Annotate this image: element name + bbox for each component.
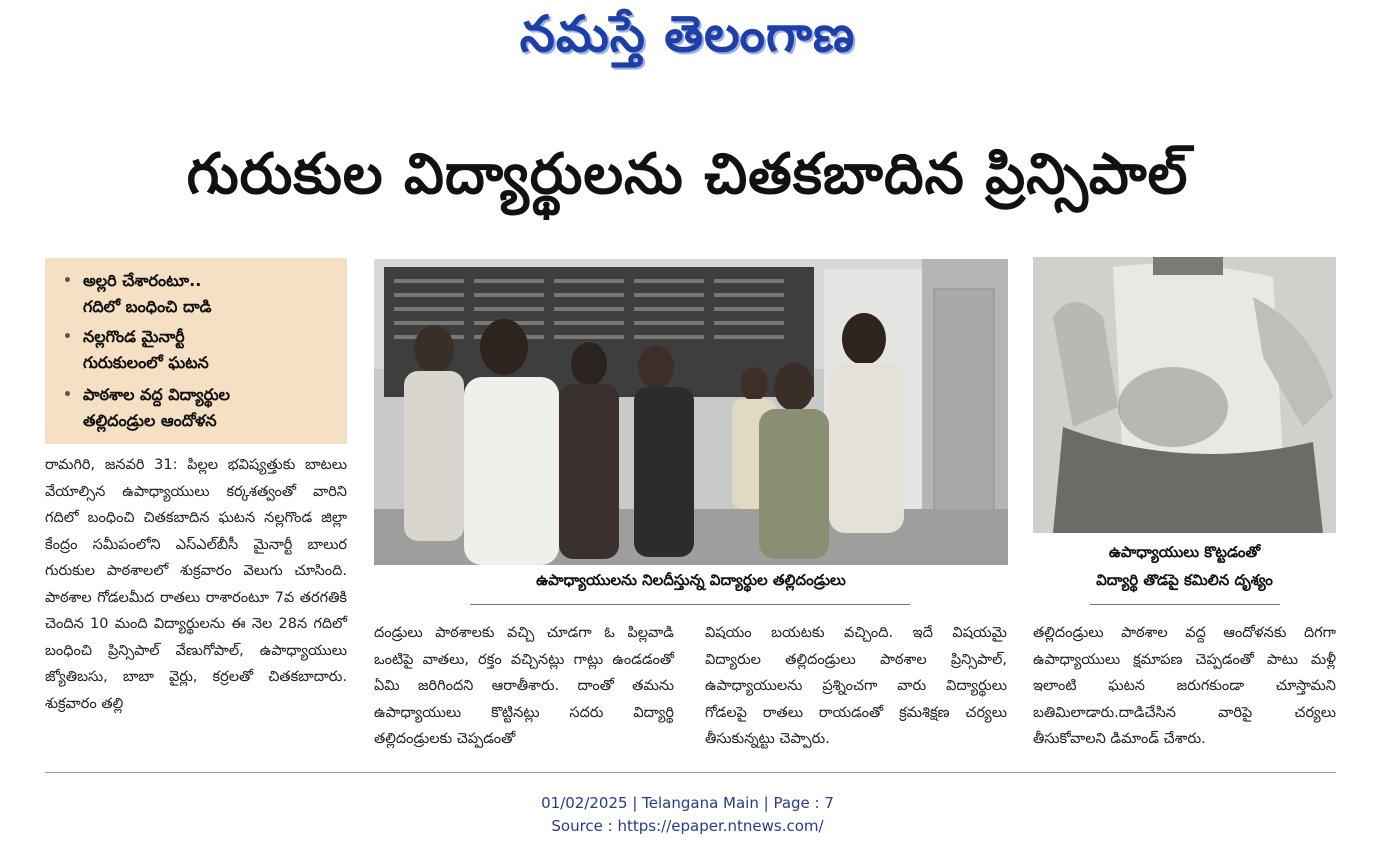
side-photo-caption-line-1: ఉపాధ్యాయులు కొట్టడంతో	[1108, 543, 1261, 561]
side-photo-caption-line-2: విద్యార్థి తొడపై కమిలిన దృశ్యం	[1096, 571, 1273, 589]
main-photo	[374, 259, 1008, 565]
article-column-4	[1033, 620, 1336, 753]
bruised-thigh-image	[1033, 257, 1336, 533]
highlight-item	[63, 268, 212, 320]
article-paragraph: రామగిరి, జనవరి 31: పిల్లల భవిష్యత్తుకు బాటలు వేయాల్సిన ఉపాధ్యాయులు కర్కశత్వంతో వారిని గదిలో బంధించి చితకబాదిన ఘటన నల్లగొండ జిల్లా కేంద్రం సమీపంలోని ఎస్‌ఎల్‌బీసీ మైనార్టీ బాలుర గురుకుల పాఠశాలలో శుక్రవారం వెలుగు చూసింది. పాఠశాల గోడలమీద రాతలు రాశారంటూ 7వ తరగతికి చెందిన 10 మంది విద్యార్థులను ఈ నెల 28న గదిలో బంధించి ప్రిన్సిపాల్ వేణుగోపాల్, ఉపాధ్యాయులు జ్యోతిబసు, బాబా వైర్లు, కర్రలతో చితకబాదారు. శుక్రవారం తల్లి	[45, 457, 347, 712]
bullet-icon: •	[63, 273, 72, 289]
highlight-item	[63, 382, 230, 434]
highlight-item	[63, 324, 209, 376]
highlights-box	[45, 258, 347, 444]
footer-source-link[interactable]: Source : https://epaper.ntnews.com/	[551, 817, 824, 835]
article-paragraph: తల్లిదండ్రులు పాఠశాల వద్ద ఆందోళనకు దిగగా ఉపాధ్యాయులు క్షమాపణ చెప్పడంతో పాటు మళ్లీ ఇలాంటి ఘటన జరుగకుండా చూస్తామని బతిమిలాడారు.దాడిచేసిన వారిపై చర్యలు తీసుకోవాలని డిమాండ్ చేశారు.	[1033, 625, 1336, 747]
masthead-logo	[0, 4, 1375, 76]
article-column-1	[45, 452, 347, 717]
side-photo	[1033, 257, 1336, 533]
highlight-text: నల్లగొండ మైనార్టీ గురుకులంలో ఘటన	[83, 327, 209, 372]
article-column-3	[705, 620, 1007, 753]
caption-divider	[1090, 604, 1280, 605]
article-headline: గురుకుల విద్యార్థులను చితకబాదిన ప్రిన్సిపాల్	[186, 142, 1189, 207]
highlight-text: అల్లరి చేశారంటూ.. గదిలో బంధించి దాడి	[83, 271, 212, 316]
highlight-text: పాఠశాల వద్ద విద్యార్థుల తల్లిదండ్రుల ఆందోళన	[83, 385, 230, 430]
page-bottom-rule	[45, 772, 1336, 773]
parents-confronting-teachers-image	[374, 259, 1008, 565]
bullet-icon: •	[63, 387, 72, 403]
article-column-2	[374, 620, 674, 753]
bullet-icon: •	[63, 329, 72, 345]
footer-date-edition: 01/02/2025 | Telangana Main | Page : 7	[541, 794, 834, 812]
article-paragraph: విషయం బయటకు వచ్చింది. ఇదే విషయమై విద్యారుల తల్లిదండ్రులు పాఠశాల ప్రిన్సిపాల్, ఉపాధ్యాయులను ప్రశ్నించగా వారు విద్యార్థులు గోడలపై రాతలు రాయడంతో క్రమశిక్షణ చర్యలు తీసుకున్నట్టు చెప్పారు.	[705, 625, 1007, 747]
article-paragraph: దండ్రులు పాఠశాలకు వచ్చి చూడగా ఓ పిల్లవాడి ఒంటిపై వాతలు, రక్తం వచ్చినట్లు గాట్లు ఉండడంతో ఏమి జరిగిందని ఆరాతీశారు. దాంతో తమను ఉపాధ్యాయులు కొట్టినట్లు సదరు విద్యార్థి తల్లిదండ్రులకు చెప్పడంతో	[374, 625, 674, 747]
caption-divider	[470, 604, 910, 605]
main-photo-caption: ఉపాధ్యాయులను నిలదీస్తున్న విద్యార్థుల తల్లిదండ్రులు	[536, 571, 846, 589]
logo-text: నమస్తే తెలంగాణ	[519, 4, 856, 63]
